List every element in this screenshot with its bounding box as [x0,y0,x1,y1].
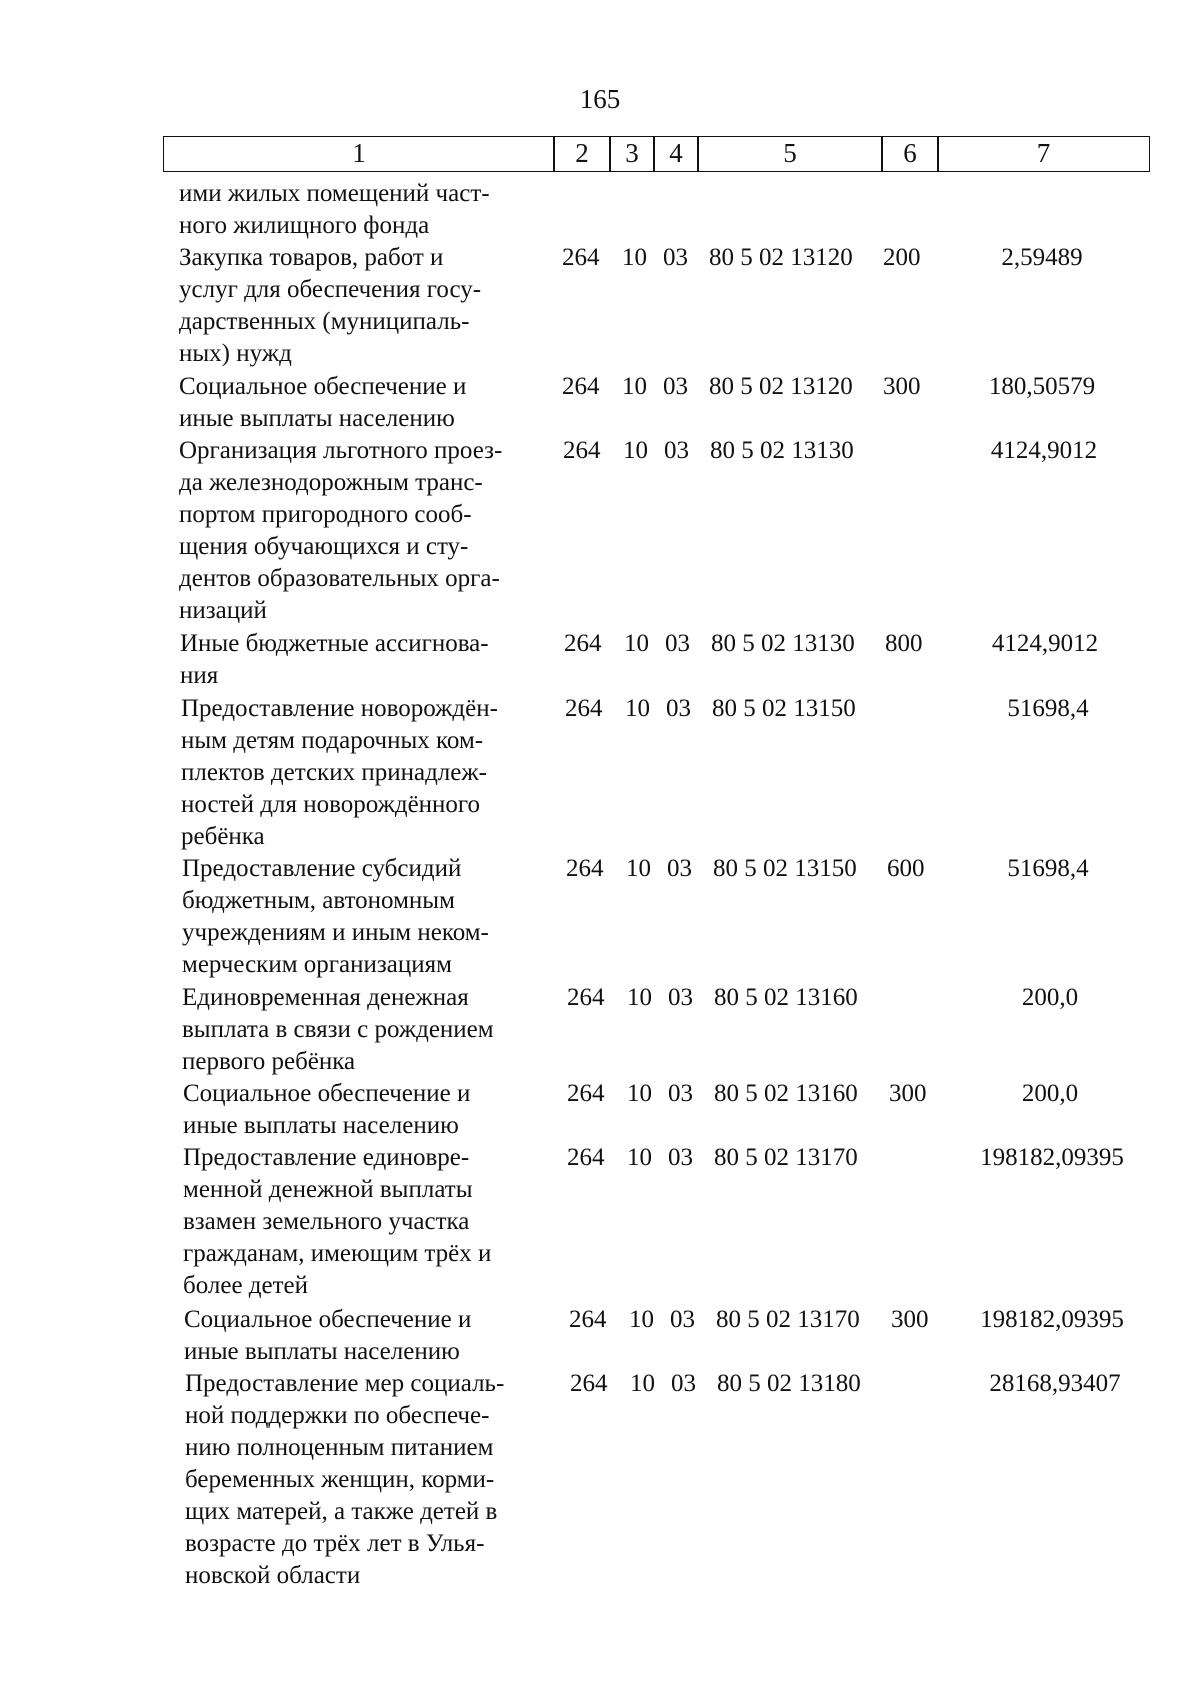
cell-col-2: 264 [565,695,603,722]
cell-col-3: 10 [622,244,647,271]
cell-col-4: 03 [665,630,690,657]
row-description [179,178,547,242]
cell-col-2: 264 [567,1080,605,1107]
description-line: плектов детских принадлеж- [181,759,487,786]
row-description [181,693,549,853]
description-line: ими жилых помещений част- [179,180,490,207]
row-description [179,435,547,627]
column-header-6: 6 [881,136,939,172]
cell-col-7: 198182,09395 [980,1306,1124,1333]
description-line: иные выплаты населению [179,405,455,432]
cell-col-6: 600 [887,855,925,882]
cell-col-3: 10 [627,1144,652,1171]
description-line: гражданам, имеющим трёх и [183,1240,492,1267]
cell-col-5: 80 5 02 13130 [710,437,854,464]
cell-col-2: 264 [566,855,604,882]
description-line: щения обучающихся и сту- [179,533,469,560]
cell-col-7: 51698,4 [1007,855,1089,882]
cell-col-6: 300 [891,1306,929,1333]
cell-col-6: 300 [883,373,921,400]
row-description [179,371,547,435]
cell-col-4: 03 [671,1370,696,1397]
row-description [183,1078,551,1142]
cell-col-2: 264 [570,1370,608,1397]
cell-col-5: 80 5 02 13150 [712,695,856,722]
cell-col-3: 10 [622,373,647,400]
description-line: ных) нужд [179,340,292,367]
cell-col-7: 2,59489 [1001,244,1083,271]
description-line: Социальное обеспечение и [184,1306,472,1333]
description-line: да железнодорожным транс- [179,469,483,496]
cell-col-5: 80 5 02 13180 [717,1370,861,1397]
column-header-7: 7 [937,136,1150,172]
description-line: Социальное обеспечение и [183,1080,471,1107]
description-line: низаций [179,597,267,624]
row-description [179,242,547,370]
row-description [182,853,550,981]
cell-col-5: 80 5 02 13130 [711,630,855,657]
cell-col-4: 03 [668,984,693,1011]
column-header-1: 1 [163,136,555,172]
cell-col-3: 10 [627,1080,652,1107]
cell-col-5: 80 5 02 13160 [714,1080,858,1107]
description-line: мерческим организациям [182,951,452,978]
cell-col-5: 80 5 02 13170 [716,1306,860,1333]
cell-col-5: 80 5 02 13160 [714,984,858,1011]
description-line: дентов образовательных орга- [179,565,500,592]
description-line: Социальное обеспечение и [179,373,467,400]
column-header-5: 5 [697,136,883,172]
cell-col-7: 200,0 [1021,1080,1079,1107]
cell-col-5: 80 5 02 13120 [709,244,853,271]
description-line: иные выплаты населению [184,1338,460,1365]
description-line: первого ребёнка [182,1048,356,1075]
cell-col-3: 10 [627,984,652,1011]
row-description [184,1304,552,1368]
cell-col-7: 28168,93407 [989,1370,1121,1397]
cell-col-7: 198182,09395 [980,1144,1124,1171]
row-description [185,1368,553,1592]
cell-col-4: 03 [670,1306,695,1333]
column-header-2: 2 [553,136,611,172]
cell-col-5: 80 5 02 13170 [714,1144,858,1171]
description-line: учреждениям и иным неком- [182,919,489,946]
cell-col-4: 03 [663,373,688,400]
cell-col-4: 03 [664,437,689,464]
cell-col-4: 03 [663,244,688,271]
description-line: Предоставление новорождён- [181,695,498,722]
cell-col-2: 264 [569,1306,607,1333]
description-line: бюджетным, автономным [182,887,455,914]
description-line: ным детям подарочных ком- [181,727,484,754]
cell-col-2: 264 [562,244,600,271]
description-line: Предоставление мер социаль- [185,1370,505,1397]
description-line: более детей [183,1272,309,1299]
description-line: беременных женщин, корми- [185,1466,495,1493]
cell-col-6: 300 [889,1080,927,1107]
description-line: портом пригородного сооб- [179,501,472,528]
description-line: Предоставление субсидий [182,855,462,882]
cell-col-3: 10 [625,695,650,722]
description-line: ной поддержки по обеспече- [185,1402,490,1429]
description-line: дарственных (муниципаль- [179,308,470,335]
cell-col-3: 10 [623,437,648,464]
description-line: ния [180,662,219,689]
column-header-3: 3 [609,136,655,172]
cell-col-7: 4124,9012 [991,630,1099,657]
description-line: выплата в связи с рождением [182,1016,494,1043]
row-description [180,628,548,692]
cell-col-2: 264 [567,1144,605,1171]
description-line: иные выплаты населению [183,1112,459,1139]
cell-col-7: 4124,9012 [990,437,1098,464]
description-line: Единовременная денежная [182,984,469,1011]
cell-col-5: 80 5 02 13120 [709,373,853,400]
cell-col-4: 03 [667,855,692,882]
description-line: Иные бюджетные ассигнова- [180,630,489,657]
description-line: новской области [185,1562,361,1589]
cell-col-7: 51698,4 [1007,695,1089,722]
cell-col-3: 10 [624,630,649,657]
cell-col-6: 800 [885,630,923,657]
cell-col-2: 264 [562,373,600,400]
cell-col-5: 80 5 02 13150 [713,855,857,882]
row-description [182,982,550,1078]
description-line: ребёнка [181,823,265,850]
description-line: нию полноценным питанием [185,1434,494,1461]
cell-col-3: 10 [626,855,651,882]
description-line: взамен земельного участка [183,1208,470,1235]
cell-col-4: 03 [668,1144,693,1171]
cell-col-2: 264 [567,984,605,1011]
description-line: ного жилищного фонда [179,212,430,239]
description-line: щих матерей, а также детей в [185,1498,498,1525]
cell-col-7: 180,50579 [988,373,1096,400]
row-description [183,1142,551,1302]
description-line: ностей для новорождённого [181,791,481,818]
description-line: Организация льготного проез- [179,437,503,464]
description-line: возрасте до трёх лет в Улья- [185,1530,485,1557]
description-line: Предоставление единовре- [183,1144,470,1171]
description-line: менной денежной выплаты [183,1176,473,1203]
cell-col-6: 200 [883,244,921,271]
cell-col-2: 264 [564,630,602,657]
description-line: услуг для обеспечения госу- [179,276,482,303]
column-header-4: 4 [653,136,699,172]
cell-col-3: 10 [629,1306,654,1333]
cell-col-2: 264 [563,437,601,464]
description-line: Закупка товаров, работ и [179,244,444,271]
cell-col-3: 10 [630,1370,655,1397]
cell-col-4: 03 [666,695,691,722]
page-number: 165 [579,84,621,114]
cell-col-7: 200,0 [1021,984,1079,1011]
cell-col-4: 03 [668,1080,693,1107]
